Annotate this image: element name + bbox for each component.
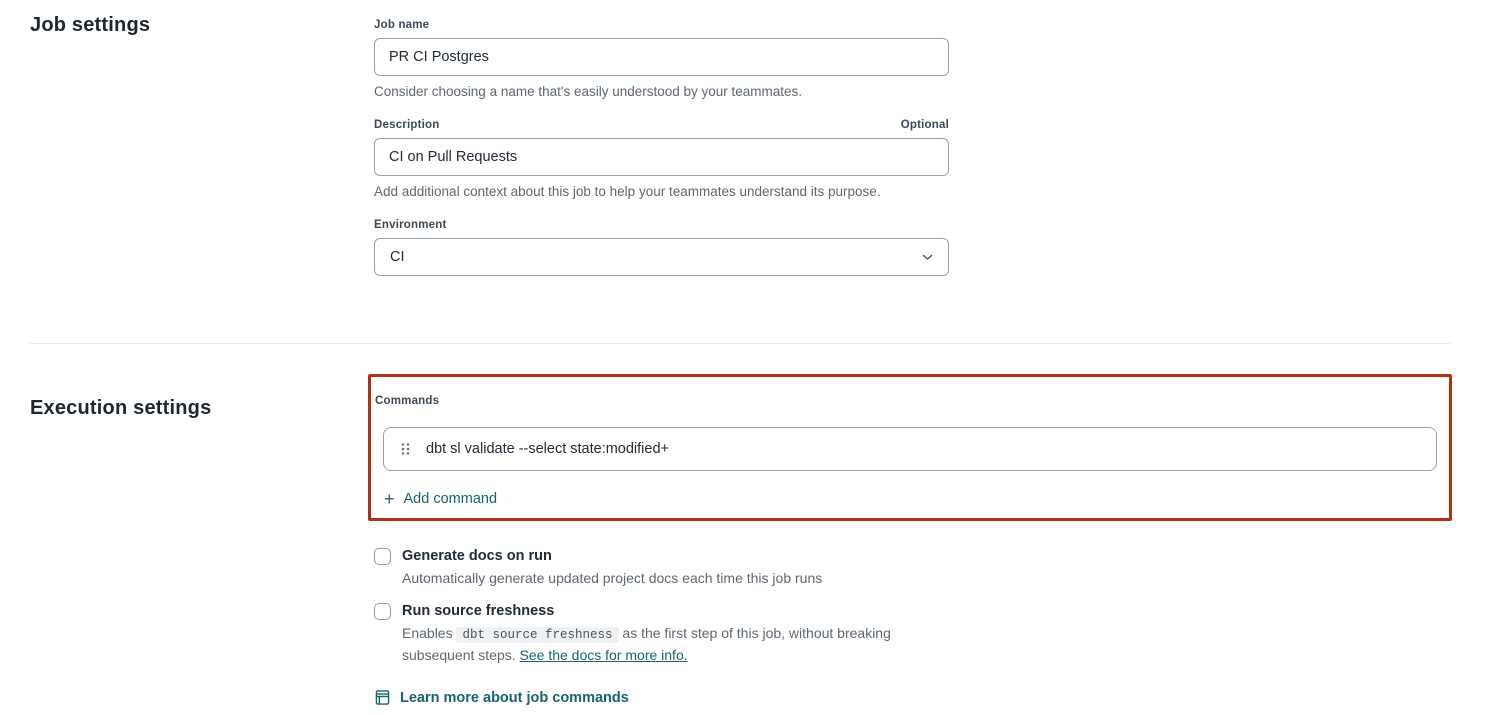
- job-settings-form: [374, 14, 949, 296]
- description-field: [374, 119, 949, 199]
- freshness-desc-prefix: Enables: [402, 625, 453, 641]
- generate-docs-content: [402, 547, 822, 588]
- job-name-field: [374, 19, 949, 99]
- execution-settings-heading: Execution settings: [30, 397, 212, 419]
- execution-settings-section: [0, 374, 1485, 711]
- environment-field: [374, 219, 949, 276]
- chevron-down-icon: [922, 254, 933, 261]
- description-label: Description: [374, 119, 440, 131]
- learn-more-link[interactable]: [375, 689, 629, 706]
- job-settings-heading: Job settings: [30, 14, 151, 36]
- command-row[interactable]: [383, 427, 1437, 471]
- learn-more-label: Learn more about job commands: [400, 689, 629, 706]
- environment-selected-value: CI: [390, 249, 405, 265]
- description-input[interactable]: [374, 138, 949, 176]
- section-divider: [30, 343, 1450, 344]
- environment-label: Environment: [374, 219, 447, 231]
- optional-badge: Optional: [900, 119, 949, 131]
- environment-label-row: [374, 219, 949, 231]
- run-source-freshness-checkbox[interactable]: [374, 603, 391, 620]
- execution-settings-heading-col: [30, 374, 374, 420]
- generate-docs-label: Generate docs on run: [402, 548, 552, 564]
- job-name-label-row: [374, 19, 949, 31]
- generate-docs-group: [374, 547, 1485, 588]
- commands-highlight-box: [368, 374, 1452, 521]
- job-settings-heading-col: [30, 14, 374, 296]
- freshness-desc-suffix: as the first step of this job, without breaking subsequent steps.: [402, 625, 891, 663]
- job-name-helper: Consider choosing a name that's easily understood by your teammates.: [374, 84, 803, 99]
- generate-docs-checkbox[interactable]: [374, 548, 391, 565]
- job-name-input[interactable]: [374, 38, 949, 76]
- environment-select[interactable]: [374, 238, 949, 276]
- run-source-freshness-group: [374, 602, 1485, 665]
- add-command-label: Add command: [403, 491, 498, 507]
- run-source-freshness-description: [402, 623, 947, 665]
- see-docs-link[interactable]: See the docs for more info.: [519, 647, 688, 663]
- drag-handle-icon[interactable]: [401, 442, 410, 456]
- job-name-label: Job name: [374, 19, 430, 31]
- job-settings-section: [0, 0, 1485, 296]
- command-text[interactable]: dbt sl validate --select state:modified+: [426, 441, 669, 457]
- add-command-button[interactable]: [384, 491, 497, 507]
- execution-settings-content: [374, 374, 1485, 711]
- generate-docs-description: Automatically generate updated project docs each time this job runs: [402, 570, 823, 586]
- description-label-row: [374, 119, 949, 131]
- run-source-freshness-label: Run source freshness: [402, 603, 555, 619]
- book-icon: [375, 689, 390, 706]
- commands-label: Commands: [375, 395, 440, 407]
- description-helper: Add additional context about this job to help your teammates understand its purpose.: [374, 184, 881, 199]
- freshness-code-snippet: dbt source freshness: [456, 627, 618, 643]
- plus-icon: +: [384, 489, 395, 509]
- run-source-freshness-content: [402, 602, 947, 665]
